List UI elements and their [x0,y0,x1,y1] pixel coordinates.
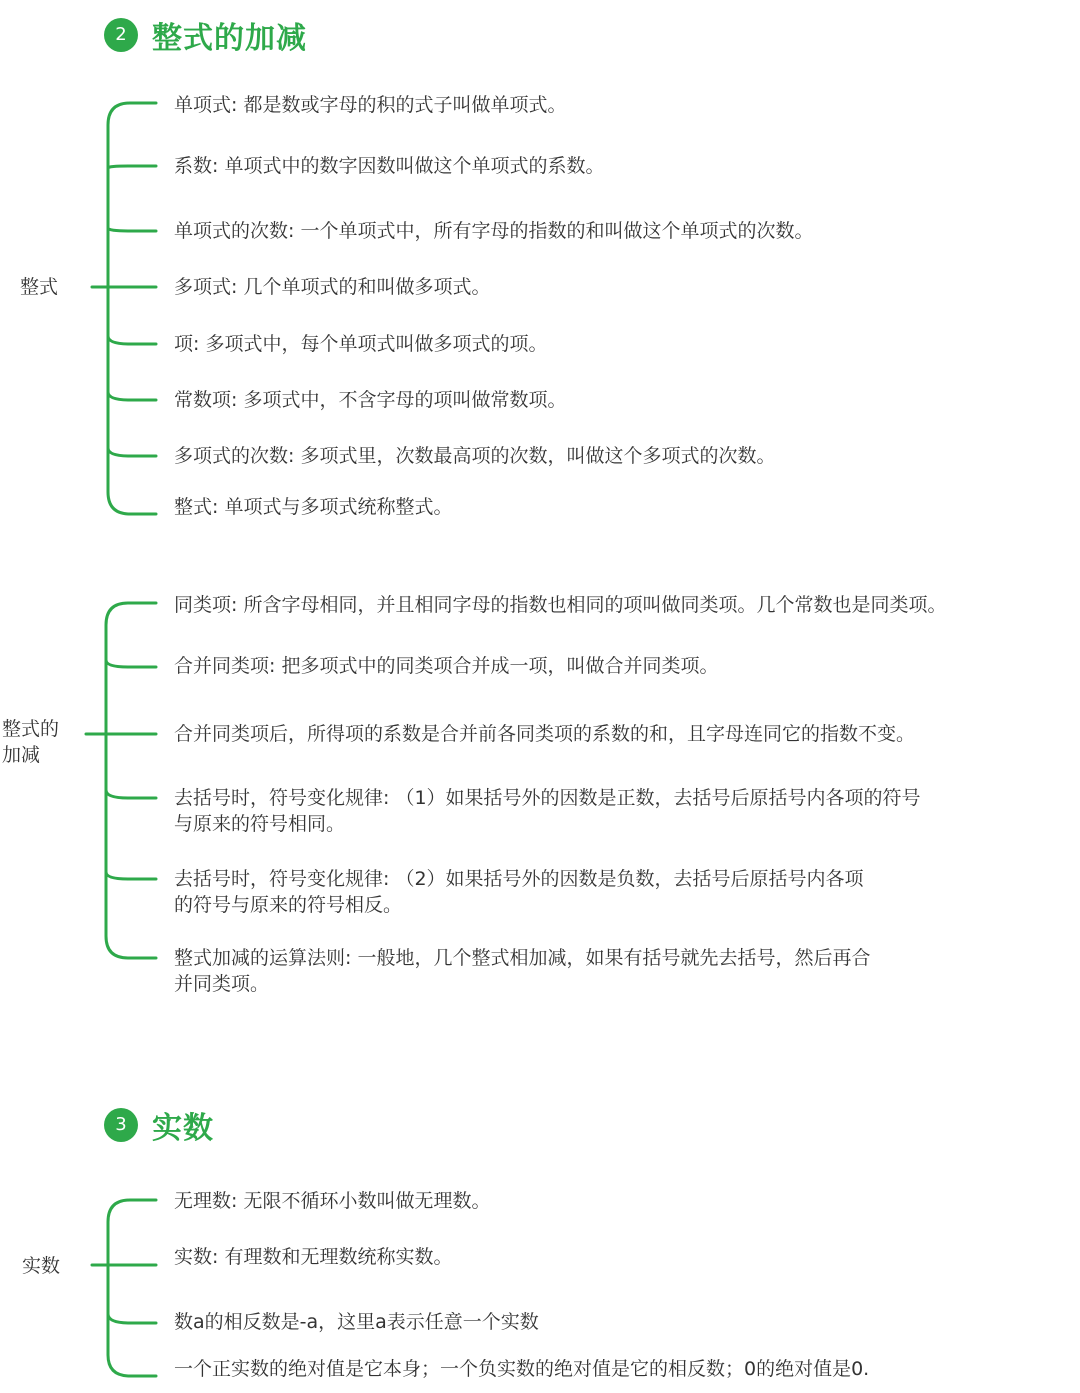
list-item: 系数: 单项式中的数字因数叫做这个单项式的系数。 [174,155,605,177]
list-item: 一个正实数的绝对值是它本身；一个负实数的绝对值是它的相反数；0的绝对值是0. [174,1358,870,1380]
list-item: 去括号时，符号变化规律: （1）如果括号外的因数是正数，去括号后原括号内各项的符号 [174,787,921,809]
section-heading-2 [104,13,307,57]
group-label-zhengshi: 整式 [20,276,59,298]
section-title: 整式的加减 [152,21,307,56]
list-item: 多项式的次数: 多项式里，次数最高项的次数，叫做这个多项式的次数。 [174,445,776,467]
section-heading-3 [104,1103,214,1147]
list-item-continuation: 与原来的符号相同。 [174,813,346,835]
list-item: 数a的相反数是-a，这里a表示任意一个实数 [174,1311,539,1333]
list-item: 单项式的次数: 一个单项式中，所有字母的指数的和叫做这个单项式的次数。 [174,220,814,242]
list-item: 同类项: 所含字母相同，并且相同字母的指数也相同的项叫做同类项。几个常数也是同类项。 [174,594,947,616]
list-item: 去括号时，符号变化规律: （2）如果括号外的因数是负数，去括号后原括号内各项 [174,868,864,890]
section-title: 实数 [152,1111,214,1146]
list-item: 单项式: 都是数或字母的积的式子叫做单项式。 [174,94,567,116]
list-item: 整式加减的运算法则: 一般地，几个整式相加减，如果有括号就先去括号，然后再合 [174,947,871,969]
list-item: 常数项: 多项式中，不含字母的项叫做常数项。 [174,389,567,411]
list-item: 无理数: 无限不循环小数叫做无理数。 [174,1190,491,1212]
section-number-badge: 2 [104,18,138,52]
list-item: 整式: 单项式与多项式统称整式。 [174,496,453,518]
group-label-shishu: 实数 [22,1255,61,1277]
list-item-continuation: 的符号与原来的符号相反。 [174,894,403,916]
group-label-zhengshi-jiajian-line1: 整式的 [2,718,60,740]
list-item: 多项式: 几个单项式的和叫做多项式。 [174,276,491,298]
group-label-zhengshi-jiajian-line2: 加减 [2,744,41,766]
list-item: 合并同类项后，所得项的系数是合并前各同类项的系数的和，且字母连同它的指数不变。 [174,723,916,745]
list-item-continuation: 并同类项。 [174,973,270,995]
list-item: 实数: 有理数和无理数统称实数。 [174,1246,453,1268]
list-item: 合并同类项: 把多项式中的同类项合并成一项，叫做合并同类项。 [174,655,719,677]
list-item: 项: 多项式中，每个单项式叫做多项式的项。 [174,333,548,355]
section-number-badge: 3 [104,1108,138,1142]
